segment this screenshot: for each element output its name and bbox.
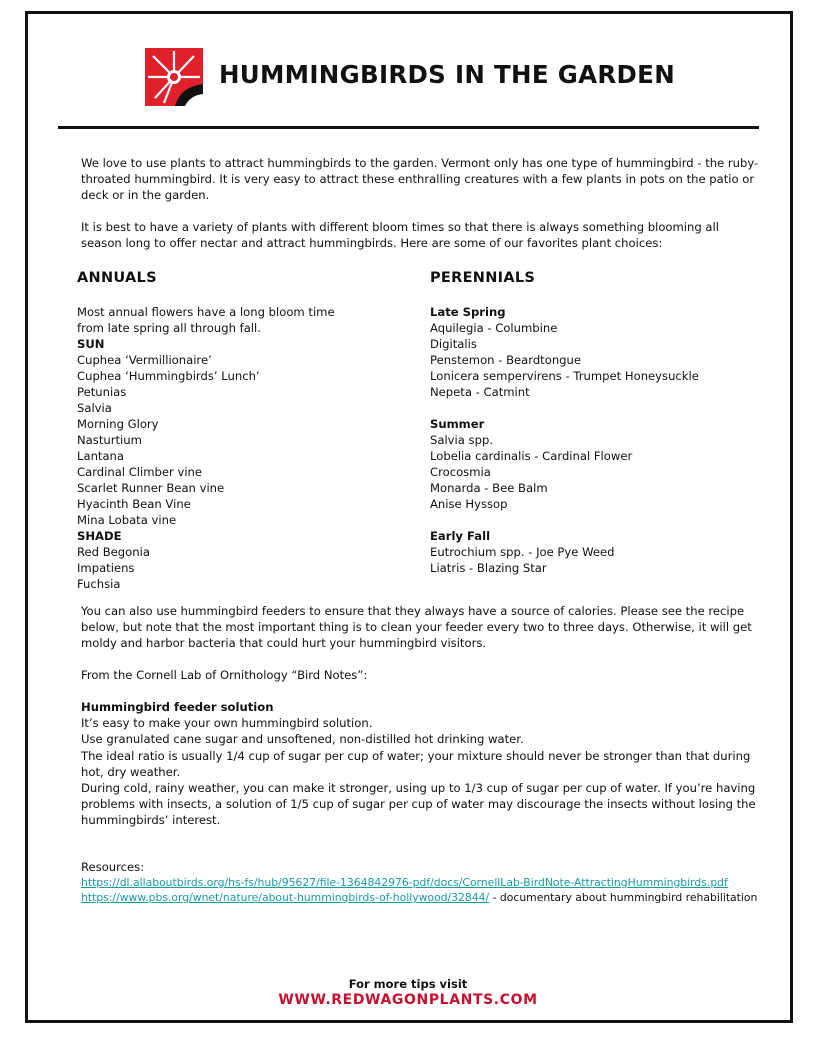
group-label-summer: Summer xyxy=(430,417,485,431)
list-item: Aquilegia - Columbine xyxy=(430,321,558,335)
list-item: Hyacinth Bean Vine xyxy=(77,497,191,511)
annuals-description: from late spring all through fall. xyxy=(77,321,261,335)
list-item: Scarlet Runner Bean vine xyxy=(77,481,225,495)
source-line: From the Cornell Lab of Ornithology “Bird Notes”: xyxy=(81,668,368,682)
list-item: Nepeta - Catmint xyxy=(430,385,530,399)
recipe-line: It’s easy to make your own hummingbird solution. xyxy=(81,716,373,731)
resource-link-pbs[interactable]: https://www.pbs.org/wnet/nature/about-hummingbirds-of-hollywood/32844/ xyxy=(81,891,490,904)
list-item: Cuphea ‘Vermillionaire’ xyxy=(77,353,212,367)
page-title: HUMMINGBIRDS IN THE GARDEN xyxy=(219,60,676,89)
resource-link-2-description: - documentary about hummingbird rehabilitation xyxy=(489,891,758,904)
list-item: Petunias xyxy=(77,385,127,399)
list-item: Nasturtium xyxy=(77,433,142,447)
list-item: Lobelia cardinalis - Cardinal Flower xyxy=(430,449,633,463)
recipe-line: The ideal ratio is usually 1/4 cup of sugar per cup of water; your mixture should never be stronger than that during hot, dry weather. xyxy=(81,748,751,779)
recipe-title: Hummingbird feeder solution xyxy=(81,700,274,714)
list-item: Impatiens xyxy=(77,561,135,575)
shade-label: SHADE xyxy=(77,529,122,543)
list-item: Digitalis xyxy=(430,337,477,351)
resource-link-2-row xyxy=(81,890,757,906)
list-item: Lonicera sempervirens - Trumpet Honeysuckle xyxy=(430,369,699,383)
list-item: Liatris - Blazing Star xyxy=(430,561,547,575)
perennials-heading: PERENNIALS xyxy=(430,270,536,286)
list-item: Morning Glory xyxy=(77,417,159,431)
list-item: Penstemon - Beardtongue xyxy=(430,353,582,367)
perennials-column xyxy=(430,304,699,576)
feeders-paragraph: You can also use hummingbird feeders to ensure that they always have a source of calories. Please see the recipe below, but note that the most important thing is to clean your feeder every two to three days. Otherwise, it will get moldy and harbor bacteria that could hurt your hummingbird visitors. xyxy=(81,604,752,651)
red-wagon-flower-logo-icon xyxy=(145,48,203,106)
list-item: Crocosmia xyxy=(430,465,491,479)
list-item: Monarda - Bee Balm xyxy=(430,481,548,495)
list-item: Mina Lobata vine xyxy=(77,513,177,527)
sun-label: SUN xyxy=(77,337,105,351)
list-item: Red Begonia xyxy=(77,545,150,559)
annuals-heading: ANNUALS xyxy=(77,270,157,286)
list-item: Lantana xyxy=(77,449,125,463)
list-item: Fuchsia xyxy=(77,577,121,591)
resources-label: Resources: xyxy=(81,860,145,874)
list-item: Salvia xyxy=(77,401,112,415)
annuals-description: Most annual flowers have a long bloom time xyxy=(77,305,335,319)
intro-paragraph-1: We love to use plants to attract hummingbirds to the garden. Vermont only has one type of hummingbird - the ruby-throated hummingbird. It is very easy to attract these enthralling creatures with a few plants in pots on the patio or deck or in the garden. xyxy=(81,156,759,203)
list-item: Cardinal Climber vine xyxy=(77,465,203,479)
resource-link-cornell[interactable]: https://dl.allaboutbirds.org/hs-fs/hub/95627/file-1364842976-pdf/docs/CornellLab-BirdNote-AttractingHummingbirds.pdf xyxy=(81,876,728,889)
title-divider xyxy=(58,126,759,129)
footer-tip: For more tips visit xyxy=(348,977,468,991)
group-label-late-spring: Late Spring xyxy=(430,305,506,319)
list-item: Anise Hyssop xyxy=(430,497,508,511)
group-label-early-fall: Early Fall xyxy=(430,529,491,543)
resource-link-1-row xyxy=(81,875,728,891)
list-item: Cuphea ‘Hummingbirds’ Lunch’ xyxy=(77,369,260,383)
recipe-line: During cold, rainy weather, you can make it stronger, using up to 1/3 cup of sugar per cup of water. If you’re having problems with insects, a solution of 1/5 cup of sugar per cup of water may discourage the insects without losing the hummingbirds’ interest. xyxy=(81,781,756,828)
intro-paragraph-2: It is best to have a variety of plants with different bloom times so that there is always something blooming all season long to offer nectar and attract hummingbirds. Here are some of our favorites plant choices: xyxy=(81,220,719,251)
list-item: Eutrochium spp. - Joe Pye Weed xyxy=(430,545,615,559)
recipe-block xyxy=(81,699,761,829)
annuals-column xyxy=(77,304,335,592)
recipe-line: Use granulated cane sugar and unsoftened, non-distilled hot drinking water. xyxy=(81,732,524,747)
list-item: Salvia spp. xyxy=(430,433,494,447)
footer-website-link[interactable]: WWW.REDWAGONPLANTS.COM xyxy=(278,992,538,1008)
